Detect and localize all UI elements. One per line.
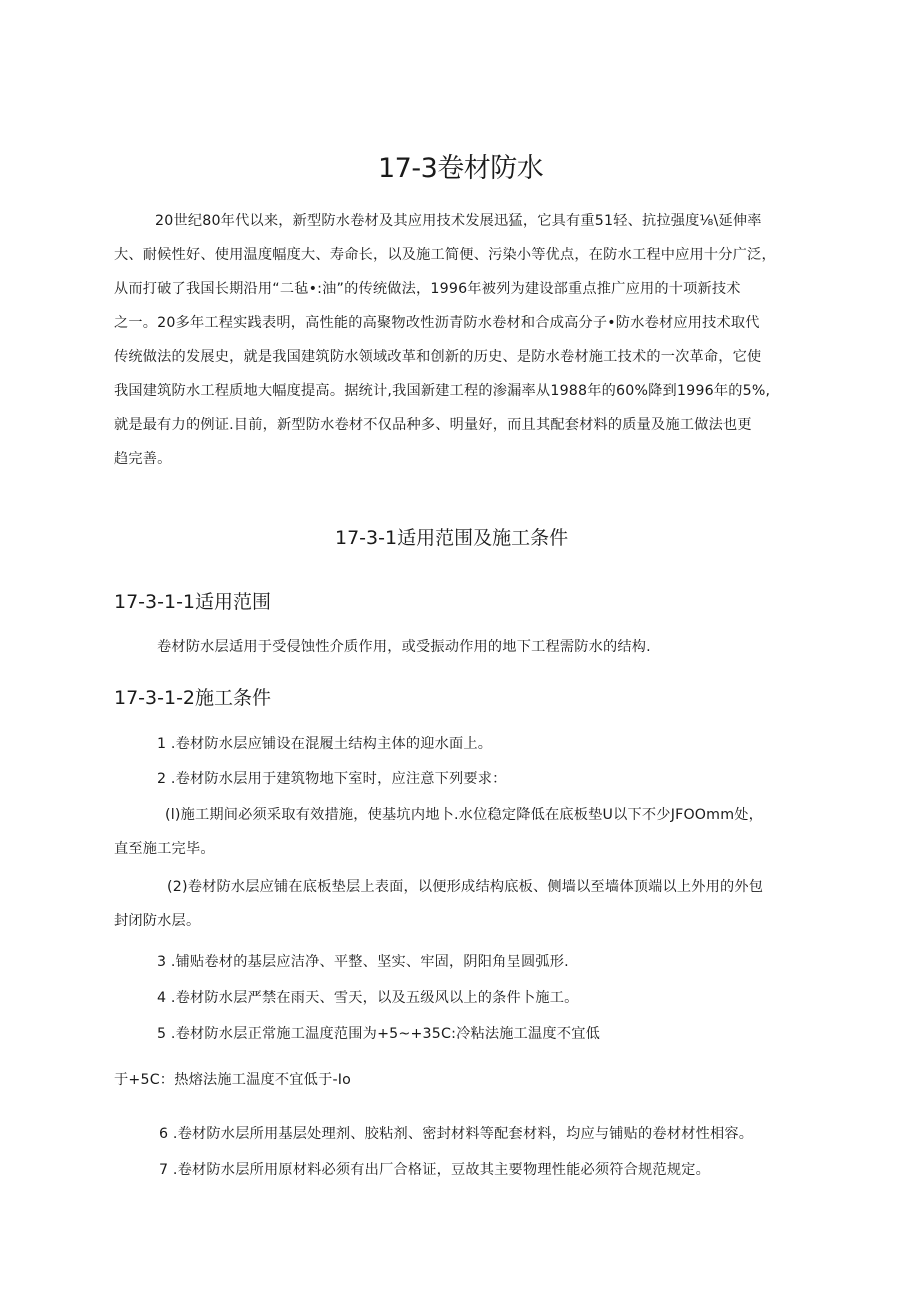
- condition-item-2-1: [114, 798, 763, 866]
- intro-line: 趋完善。: [114, 451, 172, 467]
- condition-item-5-continued: 于+5C：热熔法施工温度不宜低于-Io: [114, 1072, 352, 1088]
- intro-paragraph: [114, 204, 776, 476]
- condition-item-2: 2 .卷材防水层用于建筑物地下室时，应注意下列要求：: [157, 771, 507, 787]
- section-heading: 17-3-1适用范围及施工条件: [335, 527, 569, 549]
- condition-item-1: 1 .卷材防水层应铺设在混履土结构主体的迎水面上。: [157, 736, 493, 752]
- intro-line: 大、耐候性好、使用温度幅度大、寿命长，以及施工简便、污染小等优点，在防水工程中应用十分广泛，: [114, 247, 776, 263]
- condition-item-5: 5 .卷材防水层正常施工温度范围为+5~+35C:冷粘法施工温度不宜低: [157, 1026, 600, 1042]
- intro-line: 从而打破了我国长期沿用“二毡•:油”的传统做法，1996年被列为建设部重点推广应用的十项新技术: [114, 281, 741, 297]
- condition-item-2-2: [114, 870, 763, 938]
- subsection-heading-conditions: 17-3-1-2施工条件: [114, 687, 272, 709]
- intro-line: 传统做法的发展史，就是我国建筑防水领域改革和创新的历史、是防水卷材施工技术的一次革命，它使: [114, 349, 762, 365]
- intro-line: 就是最有力的例证.目前，新型防水卷材不仅品种多、明量好，而且其配套材料的质量及施工做法也更: [114, 417, 752, 433]
- page-title: 17-3卷材防水: [378, 153, 544, 184]
- condition-item-2-1-line: (l)施工期间必须采取有效措施，使基坑内地卜.水位稳定降低在底板垫U以下不少JFOOmm处，: [165, 807, 763, 823]
- condition-item-2-1-line: 直至施工完毕。: [114, 841, 215, 857]
- condition-item-4: 4 .卷材防水层严禁在雨天、雪天，以及五级风以上的条件卜施工。: [157, 990, 579, 1006]
- subsection-heading-scope: 17-3-1-1适用范围: [114, 591, 272, 613]
- condition-item-3: 3 .铺贴卷材的基层应洁净、平整、坚实、牢固，阴阳角呈圆弧形.: [157, 954, 569, 970]
- intro-line: 之一。20多年工程实践表明，高性能的高聚物改性沥青防水卷材和合成高分子•防水卷材应用技术取代: [114, 315, 760, 331]
- intro-line: 我国建筑防水工程质地大幅度提高。据统计,我国新建工程的渗漏率从1988年的60%降到1996年的5%,: [114, 383, 771, 399]
- condition-item-2-2-line: (2)卷材防水层应铺在底板垫层上表面，以便形成结构底板、侧墙以至墙体顶端以上外用的外包: [167, 879, 764, 895]
- condition-item-7: 7 .卷材防水层所用原材料必须有出厂合格证，豆故其主要物理性能必须符合规范规定。: [159, 1162, 710, 1178]
- condition-item-2-2-line: 封闭防水层。: [114, 913, 201, 929]
- scope-text: 卷材防水层适用于受侵蚀性介质作用，或受振动作用的地下工程需防水的结构.: [157, 639, 651, 655]
- intro-line: 20世纪80年代以来，新型防水卷材及其应用技术发展迅猛，它具有重51轻、抗拉强度⅛\延伸率: [155, 213, 762, 229]
- condition-item-6: 6 .卷材防水层所用基层处理剂、胶粘剂、密封材料等配套材料，均应与铺贴的卷材材性相容。: [159, 1126, 754, 1142]
